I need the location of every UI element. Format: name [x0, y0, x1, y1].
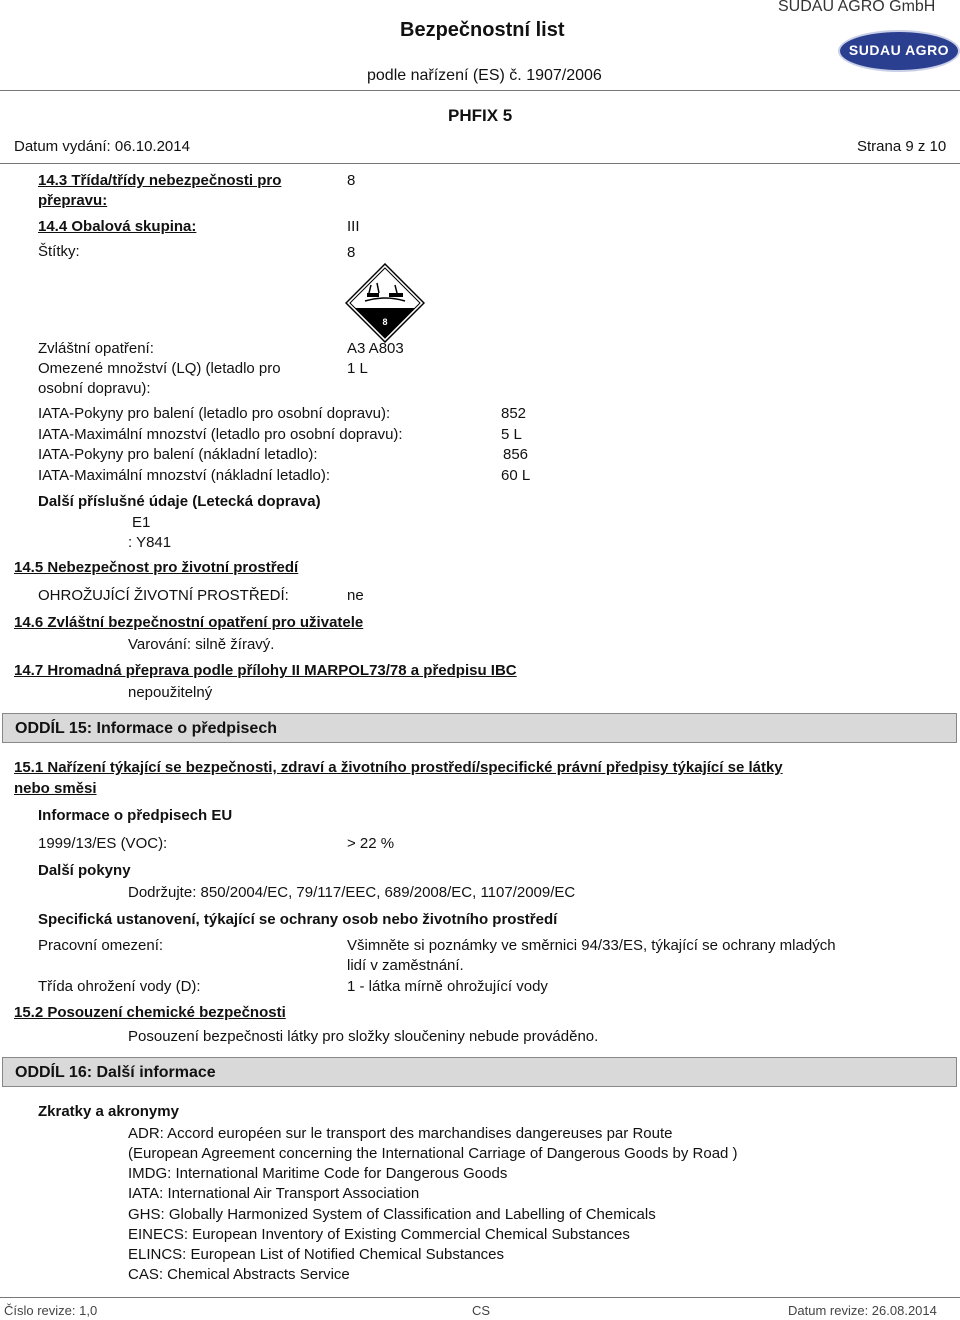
- user-precautions-heading: 14.6 Zvláštní bezpečnostní opatření pro uživatele: [14, 614, 364, 631]
- section-15-title: ODDÍL 15: Informace o předpisech: [15, 720, 277, 737]
- header-divider-bottom: [0, 163, 960, 164]
- air-transport-line: E1: [132, 514, 151, 531]
- regulation-subheading: 15.1 Nařízení týkající se bezpečnosti, zdraví a životního prostředí/specifické právní předpisy týkající se látky: [14, 759, 783, 776]
- labels-value: 8: [347, 244, 356, 261]
- work-restrictions-value: Všimněte si poznámky ve směrnici 94/33/ES, týkající se ochrany mladých: [347, 937, 836, 954]
- chemical-safety-text: Posouzení bezpečnosti látky pro složky sloučeniny nebude prováděno.: [128, 1028, 599, 1045]
- pictogram-number: 8: [382, 317, 388, 327]
- eu-info-heading: Informace o předpisech EU: [38, 807, 233, 824]
- abbreviation-line: ADR: Accord européen sur le transport des marchandises dangereuses par Route: [128, 1125, 673, 1142]
- regulation-subheading-2: nebo směsi: [14, 780, 97, 797]
- work-restrictions-value-2: lidí v zaměstnání.: [347, 957, 464, 974]
- revision-date: Datum revize: 26.08.2014: [788, 1303, 937, 1318]
- limited-quantity-label-2: osobní dopravu):: [38, 380, 151, 397]
- env-hazard-label: OHROŽUJÍCÍ ŽIVOTNÍ PROSTŘEDÍ:: [38, 587, 289, 604]
- iata-row-value: 5 L: [501, 426, 522, 443]
- packing-group-value: III: [347, 218, 360, 235]
- language-code: CS: [472, 1303, 491, 1318]
- section-15-bar: [2, 713, 957, 743]
- specific-provisions-heading: Specifická ustanovení, týkající se ochrany osob nebo životního prostředí: [38, 911, 558, 928]
- logo-text: SUDAU AGRO: [848, 42, 950, 58]
- packing-group-label: 14.4 Obalová skupina:: [38, 218, 197, 235]
- revision-number: Číslo revize: 1,0: [4, 1303, 98, 1318]
- document-title: Bezpečnostní list: [400, 19, 565, 41]
- env-hazard-value: ne: [347, 587, 364, 604]
- section-16-bar: [2, 1057, 957, 1087]
- abbreviation-line: IMDG: International Maritime Code for Dangerous Goods: [128, 1165, 508, 1182]
- marpol-heading: 14.7 Hromadná přeprava podle přílohy II MARPOL73/78 a předpisu IBC: [14, 662, 517, 679]
- voc-label: 1999/13/ES (VOC):: [38, 835, 168, 852]
- product-name: PHFIX 5: [448, 106, 513, 125]
- iata-row-label: IATA-Pokyny pro balení (letadlo pro osobní dopravu):: [38, 405, 391, 422]
- user-precautions-text: Varování: silně žíravý.: [128, 636, 275, 653]
- section-16-title: ODDÍL 16: Další informace: [15, 1064, 216, 1081]
- abbreviation-line: EINECS: European Inventory of Existing Commercial Chemical Substances: [128, 1226, 630, 1243]
- hazard-class-value: 8: [347, 172, 356, 189]
- company-name: SUDAU AGRO GmbH: [778, 0, 936, 15]
- iata-row-label: IATA-Pokyny pro balení (nákladní letadlo):: [38, 446, 318, 463]
- page-number: Strana 9 z 10: [857, 138, 947, 155]
- air-transport-line: : Y841: [128, 534, 172, 551]
- further-info-heading: Další pokyny: [38, 862, 131, 879]
- abbreviations-heading: Zkratky a akronymy: [38, 1103, 179, 1120]
- hazard-class-label-2: přepravu:: [38, 192, 108, 209]
- abbreviation-line: ELINCS: European List of Notified Chemical Substances: [128, 1246, 505, 1263]
- company-logo: [838, 30, 960, 72]
- special-precautions-label: Zvláštní opatření:: [38, 340, 154, 357]
- air-transport-heading: Další příslušné údaje (Letecká doprava): [38, 493, 321, 510]
- iata-row-value: 856: [503, 446, 529, 463]
- iata-row-label: IATA-Maximální mnozství (nákladní letadlo):: [38, 467, 331, 484]
- iata-row-label: IATA-Maximální mnozství (letadlo pro osobní dopravu):: [38, 426, 403, 443]
- chemical-safety-heading: 15.2 Posouzení chemické bezpečnosti: [14, 1004, 286, 1021]
- labels-label: Štítky:: [38, 243, 80, 260]
- corrosive-pictogram-icon: [345, 263, 425, 343]
- header-divider-top: [0, 90, 960, 91]
- marpol-text: nepoužitelný: [128, 684, 213, 701]
- abbreviation-line: IATA: International Air Transport Association: [128, 1185, 420, 1202]
- limited-quantity-label: Omezené množství (LQ) (letadlo pro: [38, 360, 281, 377]
- special-precautions-value: A3 A803: [347, 340, 404, 357]
- abbreviation-line: (European Agreement concerning the International Carriage of Dangerous Goods by Road ): [128, 1145, 738, 1162]
- hazard-class-label: 14.3 Třída/třídy nebezpečnosti pro: [38, 172, 282, 189]
- footer-divider: [0, 1297, 960, 1298]
- voc-value: > 22 %: [347, 835, 395, 852]
- work-restrictions-label: Pracovní omezení:: [38, 937, 164, 954]
- iata-row-value: 852: [501, 405, 527, 422]
- water-hazard-value: 1 - látka mírně ohrožující vody: [347, 978, 548, 995]
- regulation-text: podle nařízení (ES) č. 1907/2006: [367, 67, 602, 84]
- limited-quantity-value: 1 L: [347, 360, 368, 377]
- abbreviation-line: CAS: Chemical Abstracts Service: [128, 1266, 350, 1283]
- issue-date: Datum vydání: 06.10.2014: [14, 138, 190, 155]
- further-info-text: Dodržujte: 850/2004/EC, 79/117/EEC, 689/2008/EC, 1107/2009/EC: [128, 884, 576, 901]
- env-hazard-heading: 14.5 Nebezpečnost pro životní prostředí: [14, 559, 299, 576]
- iata-row-value: 60 L: [501, 467, 531, 484]
- water-hazard-label: Třída ohrožení vody (D):: [38, 978, 201, 995]
- abbreviation-line: GHS: Globally Harmonized System of Classification and Labelling of Chemicals: [128, 1206, 656, 1223]
